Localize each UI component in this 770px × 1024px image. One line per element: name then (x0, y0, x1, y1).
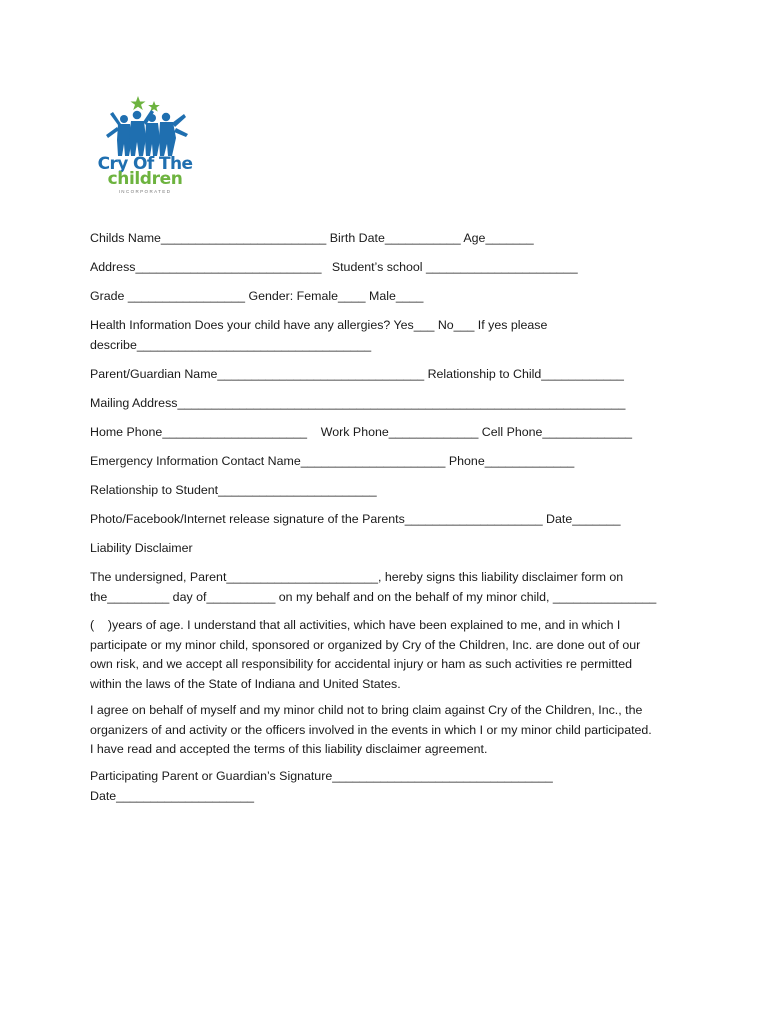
logo-text-secondary: children (107, 169, 183, 189)
stars-icon (131, 96, 160, 112)
paragraph-line: within the laws of the State of Indiana and United States. (90, 676, 401, 691)
allergy-describe-line: describe__________________________________ (90, 338, 372, 352)
signature-date-line: Date____________________ (90, 788, 254, 803)
paragraph-line: I have read and accepted the terms of this liability disclaimer agreement. (90, 742, 488, 756)
photo-release-line: Photo/Facebook/Internet release signature of the Parents____________________ Date_______ (90, 512, 621, 526)
disclaimer-paragraph-3 (90, 701, 690, 760)
paragraph-line: organizers of and activity or the officers involved in the events in which I or my minor child participated. (90, 722, 652, 737)
paragraph-line: own risk, and we accept all responsibility for accidental injury or ham as such activities re permitted (90, 657, 632, 671)
logo-text-primary: Cry Of The (97, 154, 193, 174)
health-information-line: Health Information Does your child have any allergies? Yes___ No___ If yes please (90, 318, 548, 332)
disclaimer-paragraph-1 (90, 568, 690, 607)
paragraph-line: I agree on behalf of myself and my minor child not to bring claim against Cry of the Children, Inc., the (90, 703, 643, 717)
relationship-to-student-line: Relationship to Student_______________________ (90, 483, 377, 497)
phones-line: Home Phone_____________________ Work Phone_____________ Cell Phone_____________ (90, 425, 632, 439)
paragraph-line: ( )years of age. I understand that all activities, which have been explained to me, and in which I (90, 618, 621, 632)
logo (92, 94, 198, 198)
paragraph-line: participate or my minor child, sponsored or organized by Cry of the Children, Inc. are done out of our (90, 637, 641, 652)
address-school-line: Address___________________________ Student’s school ______________________ (90, 260, 578, 274)
signature-line: Participating Parent or Guardian’s Signature________________________________ (90, 769, 553, 783)
parent-guardian-line: Parent/Guardian Name______________________________ Relationship to Child____________ (90, 367, 624, 381)
logo-text-tertiary: INCORPORATED (118, 189, 172, 194)
signature-block (90, 767, 690, 806)
child-name-birthdate-age-line: Childs Name________________________ Birth Date___________ Age_______ (90, 231, 534, 245)
paragraph-line: the_________ day of__________ on my behalf and on the behalf of my minor child, _______________ (90, 589, 657, 604)
mailing-address-line: Mailing Address_________________________________________________________________ (90, 396, 626, 410)
paragraph-line: The undersigned, Parent______________________, hereby signs this liability disclaimer form on (90, 570, 624, 584)
disclaimer-paragraph-2 (90, 616, 690, 694)
emergency-contact-line: Emergency Information Contact Name_____________________ Phone_____________ (90, 454, 575, 468)
people-silhouettes-icon (92, 94, 198, 156)
grade-gender-line: Grade _________________ Gender: Female____ Male____ (90, 289, 424, 303)
liability-disclaimer-heading: Liability Disclaimer (90, 541, 193, 555)
